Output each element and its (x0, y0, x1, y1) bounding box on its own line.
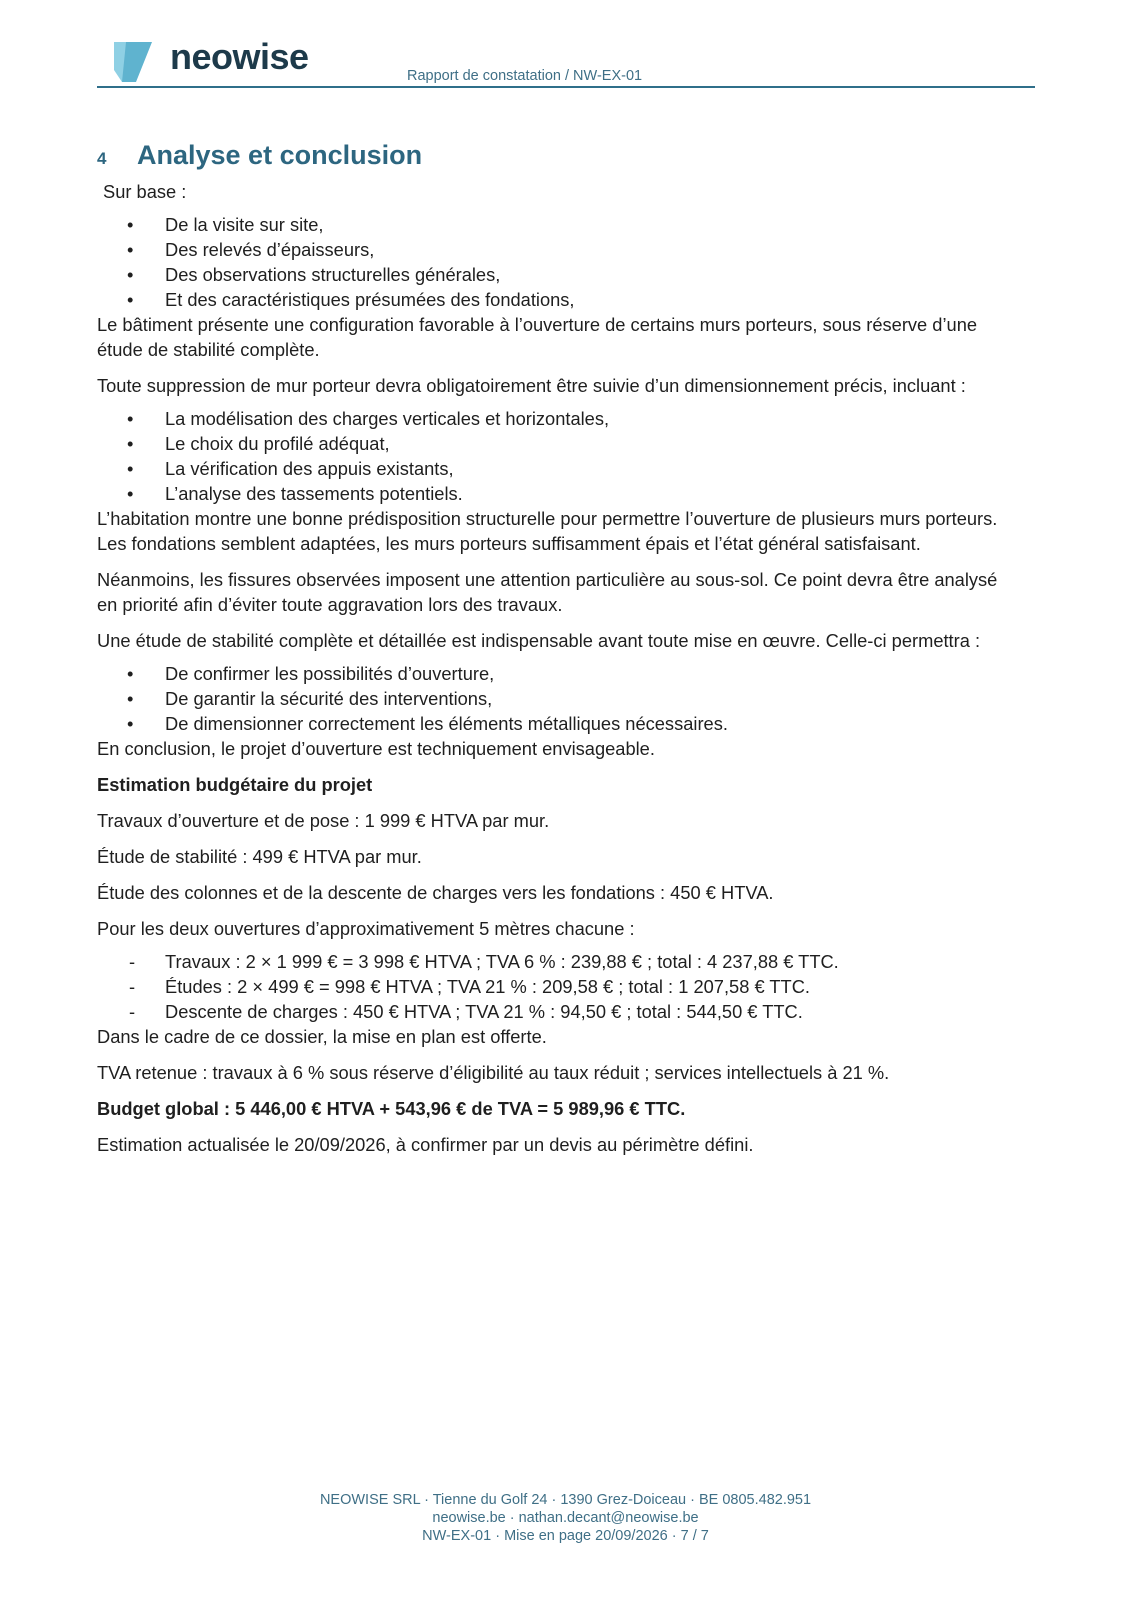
neowise-logo-icon (114, 42, 152, 82)
budget-line: Dans le cadre de ce dossier, la mise en plan est offerte. (97, 1026, 547, 1047)
list-item: • De la visite sur site, (127, 214, 324, 235)
list-item: • De garantir la sécurité des interventions, (127, 688, 493, 709)
list-item: - Travaux : 2 × 1 999 € = 3 998 € HTVA ; TVA 6 % : 239,88 € ; total : 4 237,88 € TTC. (129, 951, 839, 972)
intro-paragraph: Sur base : (103, 181, 187, 202)
page-header (97, 36, 1035, 88)
conclusion-paragraph: En conclusion, le projet d’ouverture est techniquement envisageable. (97, 738, 655, 759)
budget-line: TVA retenue : travaux à 6 % sous réserve d’éligibilité au taux réduit ; services intellectuels à 21 %. (97, 1062, 890, 1083)
paragraph: Une étude de stabilité complète et détaillée est indispensable avant toute mise en œuvre. Celle-ci permettra : (97, 630, 981, 651)
list-item: • La modélisation des charges verticales et horizontales, (127, 408, 610, 429)
budget-line: Estimation actualisée le 20/09/2026, à confirmer par un devis au périmètre défini. (97, 1134, 754, 1155)
list-item: • Des relevés d’épaisseurs, (127, 239, 375, 260)
study-benefits-list (97, 661, 1012, 736)
budget-title: Estimation budgétaire du projet (97, 774, 373, 795)
footer-contact-line: neowise.be · nathan.decant@neowise.be (432, 1510, 699, 1526)
footer-page-line: NW-EX-01 · Mise en page 20/09/2026 · 7 / 7 (422, 1528, 709, 1544)
list-item: • La vérification des appuis existants, (127, 458, 454, 479)
requirements-list (97, 406, 1012, 506)
list-item: • De confirmer les possibilités d’ouverture, (127, 663, 495, 684)
document-reference: Rapport de constatation / NW-EX-01 (407, 68, 643, 84)
paragraph: Le bâtiment présente une configuration favorable à l’ouverture de certains murs porteurs, sous réserve d’une étude de stabilité complète. (97, 314, 978, 360)
list-item: • De dimensionner correctement les éléments métalliques nécessaires. (127, 713, 728, 734)
section-heading (97, 140, 1012, 171)
paragraph: L’habitation montre une bonne prédisposition structurelle pour permettre l’ouverture de plusieurs murs porteurs. Les fondations semblent adaptées, les murs porteurs suffisamment épais et l’état général satisfaisant. (97, 508, 998, 554)
budget-total: Budget global : 5 446,00 € HTVA + 543,96 € de TVA = 5 989,96 € TTC. (97, 1098, 686, 1119)
basis-list (97, 212, 1012, 312)
paragraph: Néanmoins, les fissures observées imposent une attention particulière au sous-sol. Ce point devra être analysé en priorité afin d’éviter toute aggravation lors des travaux. (97, 569, 998, 615)
section-number: 4 (97, 149, 107, 168)
section-title: Analyse et conclusion (137, 140, 423, 170)
footer-company-line: NEOWISE SRL · Tienne du Golf 24 · 1390 Grez-Doiceau · BE 0805.482.951 (319, 1492, 812, 1508)
list-item: • Des observations structurelles générales, (127, 264, 501, 285)
list-item: • Et des caractéristiques présumées des fondations, (127, 289, 575, 310)
budget-breakdown-list (97, 949, 1012, 1024)
budget-line: Travaux d’ouverture et de pose : 1 999 € HTVA par mur. (97, 810, 550, 831)
list-item: - Études : 2 × 499 € = 998 € HTVA ; TVA 21 % : 209,58 € ; total : 1 207,58 € TTC. (129, 976, 810, 997)
list-item: • Le choix du profilé adéquat, (127, 433, 390, 454)
brand-name: neowise (170, 36, 309, 77)
budget-line: Étude de stabilité : 499 € HTVA par mur. (97, 846, 422, 867)
list-item: • L’analyse des tassements potentiels. (127, 483, 463, 504)
list-item: - Descente de charges : 450 € HTVA ; TVA 21 % : 94,50 € ; total : 544,50 € TTC. (129, 1001, 803, 1022)
main-content (97, 140, 1012, 1168)
paragraph: Toute suppression de mur porteur devra obligatoirement être suivie d’un dimensionnement précis, incluant : (97, 375, 966, 396)
page-footer (0, 1491, 1131, 1545)
budget-line: Étude des colonnes et de la descente de charges vers les fondations : 450 € HTVA. (97, 882, 774, 903)
budget-line: Pour les deux ouvertures d’approximativement 5 mètres chacune : (97, 918, 635, 939)
